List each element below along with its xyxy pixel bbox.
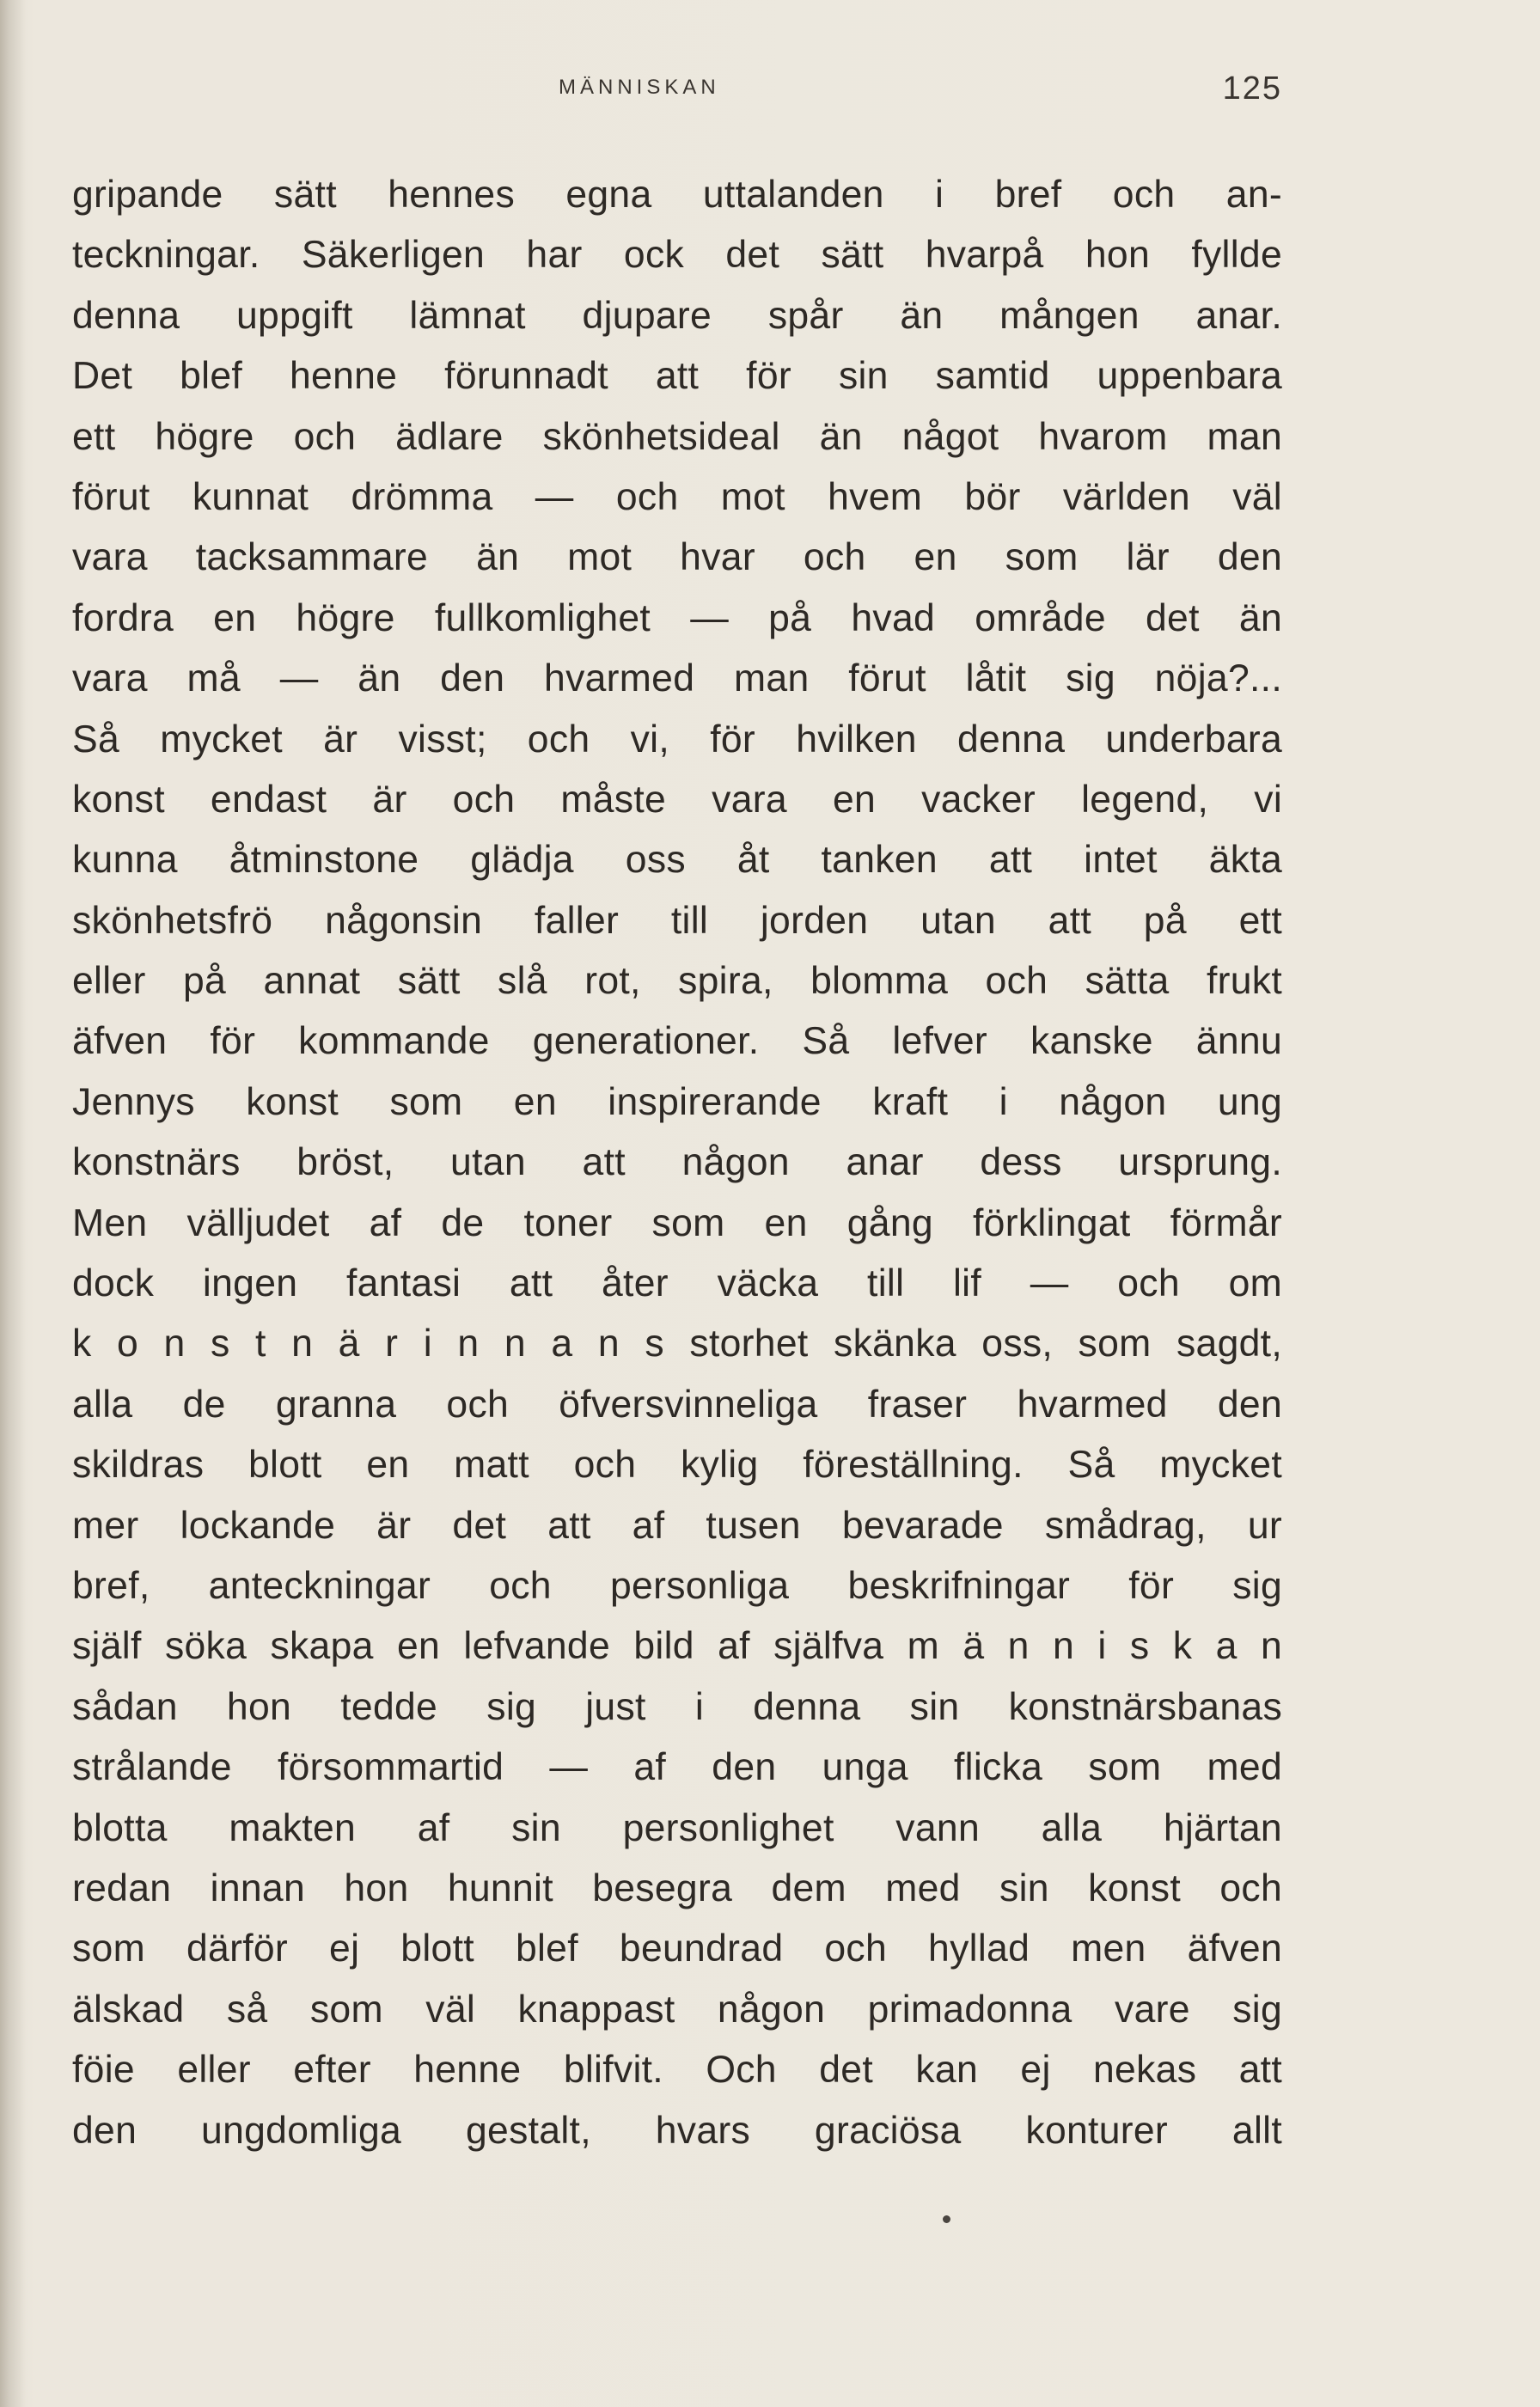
text-line: älskad så som väl knappast någon primadonna vare sig bbox=[72, 1988, 1282, 2031]
text-line: teckningar. Säkerligen har ock det sätt hvarpå hon fyllde bbox=[72, 234, 1282, 277]
text-line: kunna åtminstone glädja oss åt tanken att intet äkta bbox=[72, 839, 1282, 882]
text-line: vara må — än den hvarmed man förut låtit sig nöja?... bbox=[72, 657, 1282, 700]
text-line: sådan hon tedde sig just i denna sin konstnärsbanas bbox=[72, 1685, 1282, 1728]
text-line: skildras blott en matt och kylig föreställning. Så mycket bbox=[72, 1444, 1282, 1487]
page-number: 125 bbox=[1222, 70, 1282, 107]
text-line: denna uppgift lämnat djupare spår än mången anar. bbox=[72, 294, 1282, 337]
text-line: Jennys konst som en inspirerande kraft i någon ung bbox=[72, 1080, 1282, 1123]
text-line: vara tacksammare än mot hvar och en som lär den bbox=[72, 536, 1282, 579]
text-line: skönhetsfrö någonsin faller till jorden utan att på ett bbox=[72, 899, 1282, 942]
text-line: bref, anteckningar och personliga beskrifningar för sig bbox=[72, 1564, 1282, 1607]
text-line: konst endast är och måste vara en vacker legend, vi bbox=[72, 778, 1282, 821]
text-line: blotta makten af sin personlighet vann alla hjärtan bbox=[72, 1806, 1282, 1849]
text-line: Så mycket är visst; och vi, för hvilken denna underbara bbox=[72, 718, 1282, 761]
text-line: redan innan hon hunnit besegra dem med sin konst och bbox=[72, 1866, 1282, 1909]
gutter-shadow bbox=[0, 0, 26, 2407]
printer-mark bbox=[943, 2215, 950, 2223]
text-line: den ungdomliga gestalt, hvars graciösa konturer allt bbox=[72, 2109, 1282, 2152]
running-head-title: MÄNNISKAN bbox=[559, 76, 720, 99]
text-line: konstnärs bröst, utan att någon anar dess ursprung. bbox=[72, 1141, 1282, 1184]
text-line: eller på annat sätt slå rot, spira, blomma och sätta frukt bbox=[72, 960, 1282, 1003]
text-line: äfven för kommande generationer. Så lefver kanske ännu bbox=[72, 1020, 1282, 1063]
text-line: gripande sätt hennes egna uttalanden i bref och an- bbox=[72, 174, 1282, 216]
text-line: förut kunnat drömma — och mot hvem bör världen väl bbox=[72, 475, 1282, 518]
text-line: dock ingen fantasi att åter väcka till lif — och om bbox=[72, 1262, 1282, 1305]
text-line: alla de granna och öfversvinneliga fraser hvarmed den bbox=[72, 1383, 1282, 1426]
text-line: själf söka skapa en lefvande bild af själfva m ä n n i s k a n bbox=[72, 1625, 1282, 1668]
running-head bbox=[0, 70, 1540, 110]
text-line: som därför ej blott blef beundrad och hyllad men äfven bbox=[72, 1927, 1282, 1970]
body-text bbox=[72, 165, 1282, 2161]
text-line: strålande försommartid — af den unga flicka som med bbox=[72, 1746, 1282, 1789]
text-line: k o n s t n ä r i n n a n s storhet skänka oss, som sagdt, bbox=[72, 1323, 1282, 1365]
text-line: Men välljudet af de toner som en gång förklingat förmår bbox=[72, 1201, 1282, 1244]
text-line: föie eller efter henne blifvit. Och det kan ej nekas att bbox=[72, 2049, 1282, 2092]
text-line: Det blef henne förunnadt att för sin samtid uppenbara bbox=[72, 355, 1282, 398]
text-line: ett högre och ädlare skönhetsideal än något hvarom man bbox=[72, 415, 1282, 458]
text-line: fordra en högre fullkomlighet — på hvad område det än bbox=[72, 596, 1282, 639]
text-line: mer lockande är det att af tusen bevarade smådrag, ur bbox=[72, 1504, 1282, 1547]
